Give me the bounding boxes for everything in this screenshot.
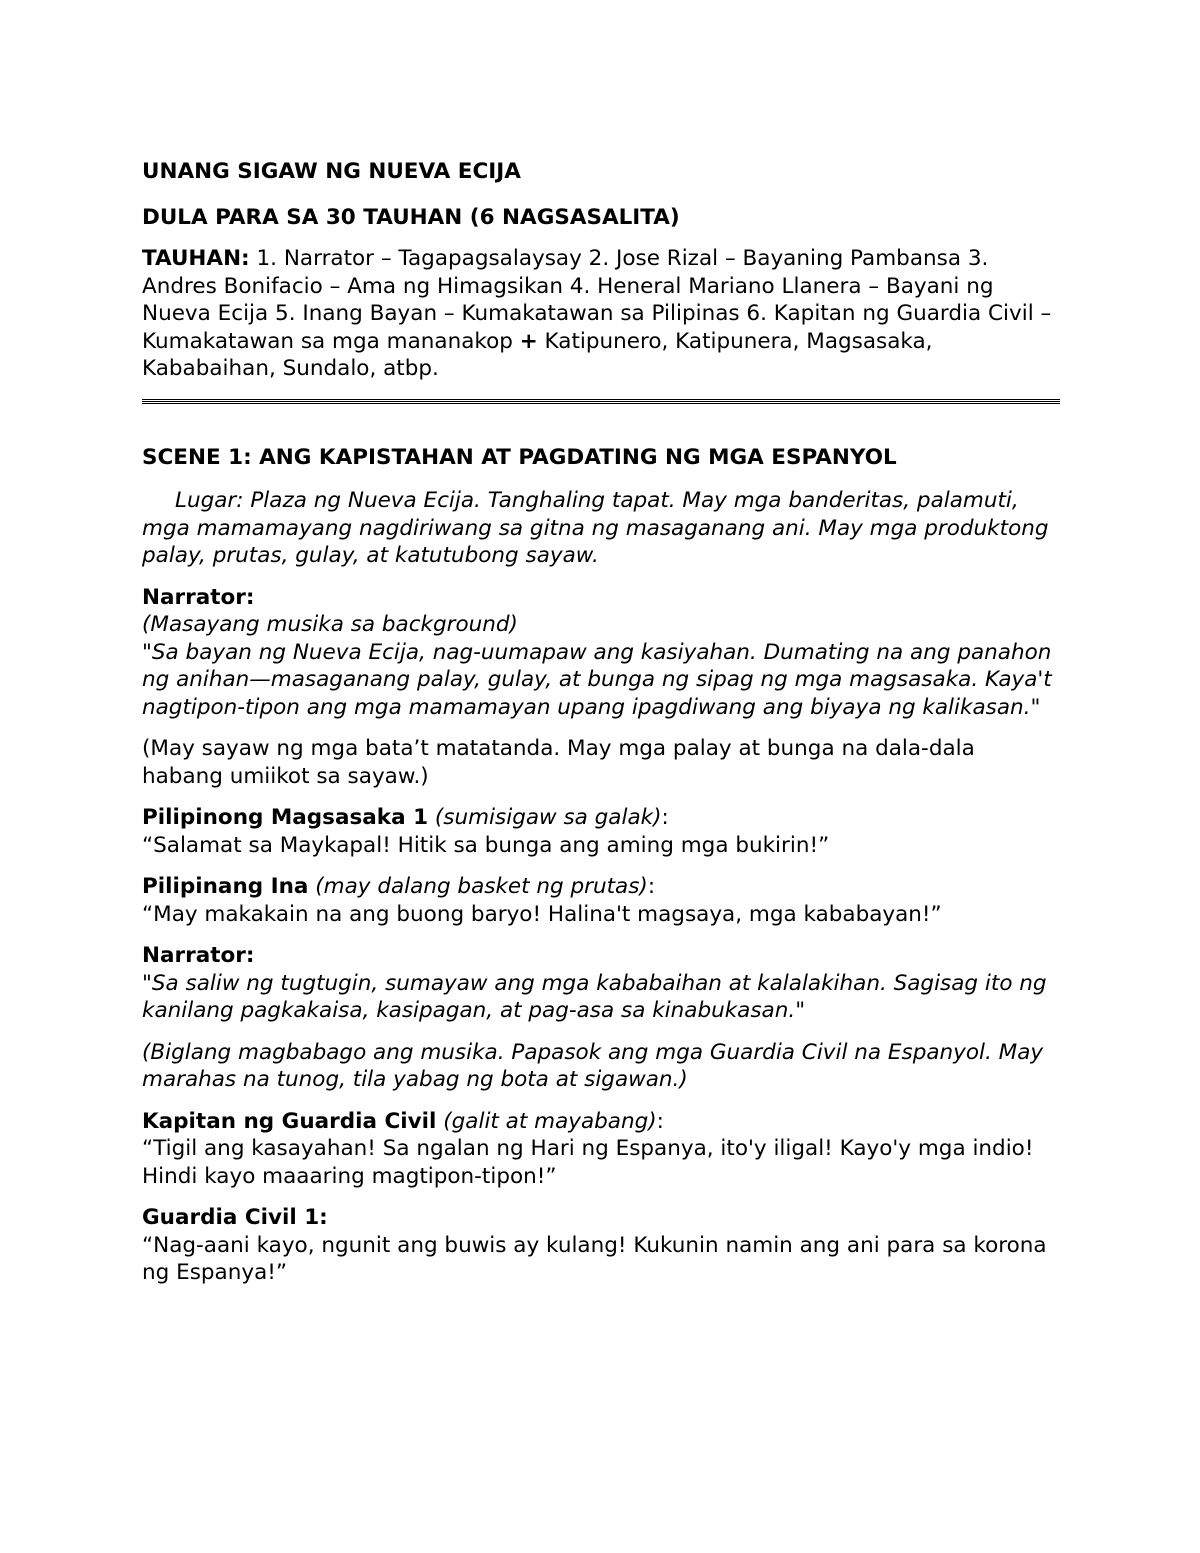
speaker-colon: : (661, 805, 669, 830)
speaker-line (142, 1108, 1062, 1136)
document-page (142, 158, 1062, 1287)
scene-setting: Lugar: Plaza ng Nueva Ecija. Tanghaling tapat. May mga banderitas, palamuti, mga mamamayang nagdiriwang sa gitna ng masaganang ani. May mga produktong palay, prutas, gulay, at katutubong sayaw. (142, 488, 1049, 568)
dialogue-block (142, 804, 1062, 859)
speaker-name: Pilipinong Magsasaka 1 (142, 805, 429, 830)
dialogue-block (142, 942, 1062, 1025)
stage-direction: (sumisigaw sa galak) (434, 805, 662, 830)
double-rule-divider (142, 399, 1060, 404)
play-title: UNANG SIGAW NG NUEVA ECIJA (142, 159, 521, 184)
dialogue-block (142, 1204, 1062, 1287)
speaker-line (142, 804, 1062, 832)
dialogue-line: “Salamat sa Maykapal! Hitik sa bunga ang aming mga bukirin!” (142, 832, 830, 858)
speaker-name: Kapitan ng Guardia Civil (142, 1108, 437, 1134)
stage-direction: (Masayang musika sa background) (142, 612, 518, 637)
speaker-name: Guardia Civil 1: (142, 1205, 328, 1230)
dialogue-line: “May makakain na ang buong baryo! Halina't magsaya, mga kababayan!” (142, 901, 942, 927)
stage-note: (May sayaw ng mga bata’t matatanda. May mga palay at bunga na dala-dala habang umiikot sa sayaw.) (142, 736, 975, 789)
stage-direction: (galit at mayabang) (443, 1108, 657, 1134)
speaker-name: Narrator: (142, 943, 255, 968)
speaker-colon: : (656, 1108, 664, 1134)
stage-direction: (may dalang basket ng prutas) (315, 874, 648, 899)
dialogue-line: “Tigil ang kasayahan! Sa ngalan ng Hari ng Espanya, ito'y iligal! Kayo'y mga indio! Hindi kayo maaaring magtipon-tipon!” (142, 1136, 1034, 1189)
dialogue-line: "Sa bayan ng Nueva Ecija, nag-uumapaw ang kasiyahan. Dumating na ang panahon ng anihan—masaganang palay, gulay, at bunga ng sipag ng mga magsasaka. Kaya't nagtipon-tipon ang mga mamamayan upang ipagdiwang ang biyaya ng kalikasan." (142, 639, 1052, 720)
scene-title: SCENE 1: ANG KAPISTAHAN AT PAGDATING NG MGA ESPANYOL (142, 444, 897, 470)
dialogue-block (142, 1108, 1062, 1191)
dialogue-line: "Sa saliw ng tugtugin, sumayaw ang mga kababaihan at kalalakihan. Sagisag ito ng kanilang pagkakaisa, kasipagan, at pag-asa sa kinabukasan." (142, 970, 1047, 1023)
speaker-line (142, 873, 1062, 901)
dialogue-line: “Nag-aani kayo, ngunit ang buwis ay kulang! Kukunin namin ang ani para sa korona ng Espanya!” (142, 1232, 1047, 1285)
cast-text: 1. Narrator – Tagapagsalaysay 2. Jose Rizal – Bayaning Pambansa 3. Andres Bonifacio – Ama ng Himagsikan 4. Heneral Mariano Llanera – Bayani ng Nueva Ecija 5. Inang Bayan – Kumakatawan sa Pilipinas 6. Kapitan ng Guardia Civil – Kumakatawan sa mga mananakop (142, 246, 1052, 354)
cast-list (142, 245, 1062, 383)
play-subtitle: DULA PARA SA 30 TAUHAN (6 NAGSASALITA) (142, 204, 680, 230)
dialogue-block (142, 584, 1062, 722)
cast-plus: + (519, 328, 538, 354)
dialogue-block (142, 873, 1062, 928)
cast-extra: Katipunero, Katipunera, Magsasaka, Kababaihan, Sundalo, atbp. (142, 328, 933, 381)
speaker-colon: : (647, 874, 656, 899)
cast-label: TAUHAN: (142, 246, 250, 271)
speaker-name: Narrator: (142, 584, 255, 610)
stage-note: (Biglang magbabago ang musika. Papasok ang mga Guardia Civil na Espanyol. May marahas na tunog, tila yabag ng bota at sigawan.) (142, 1039, 1044, 1092)
speaker-name: Pilipinang Ina (142, 874, 309, 899)
